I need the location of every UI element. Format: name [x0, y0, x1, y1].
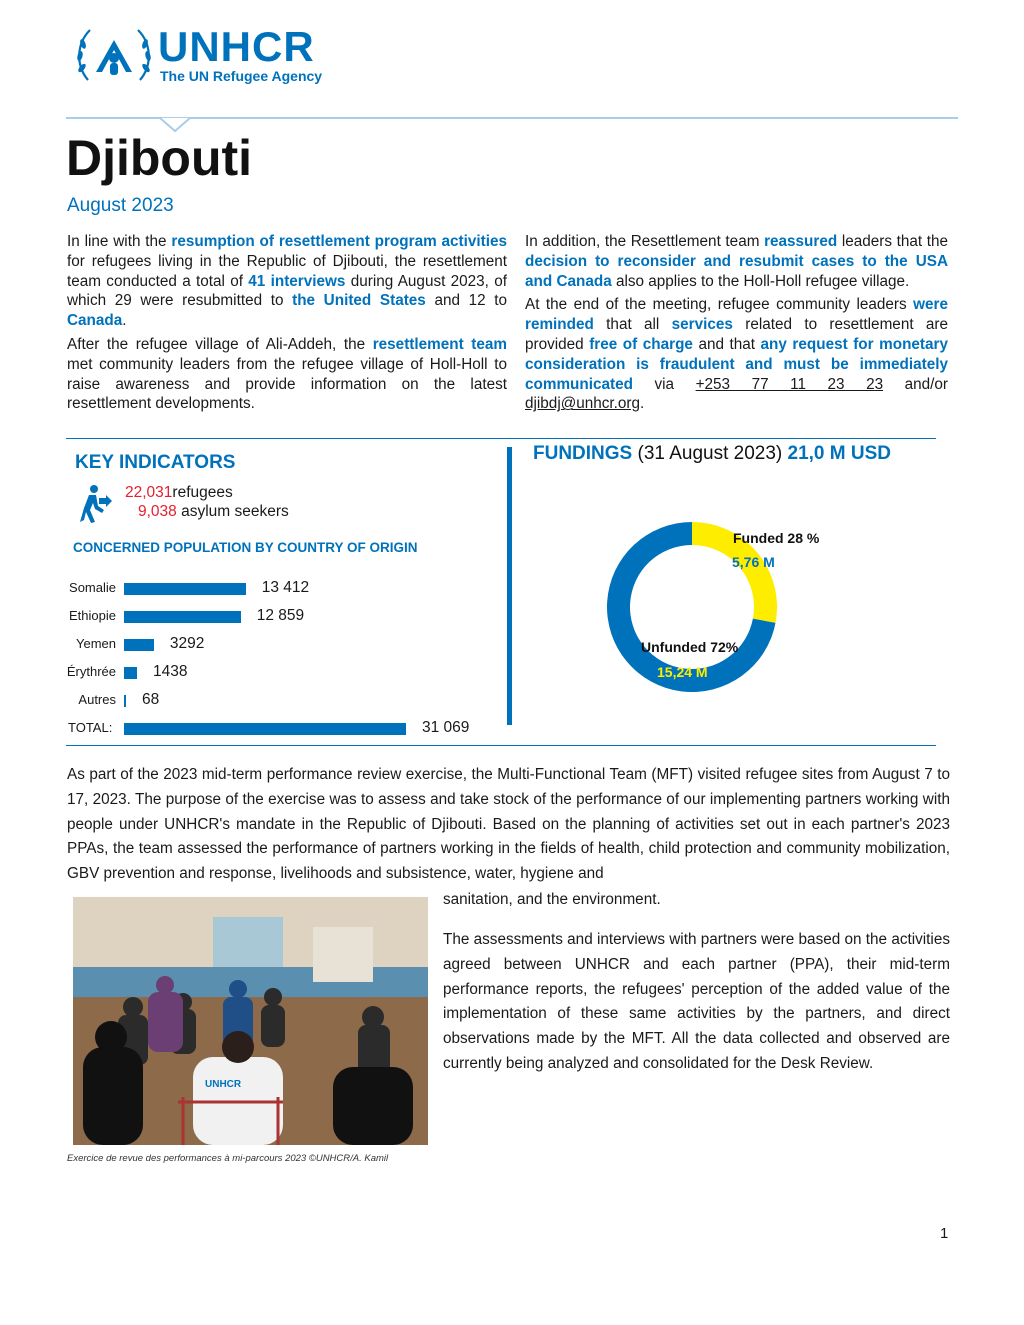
mft-review-paragraph-end: sanitation, and the environment. [443, 891, 661, 908]
body-text: met community leaders from the refugee village of Holl-Holl to raise awareness and provide information on the latest resettlement developments. [67, 355, 507, 413]
intro-column-left [67, 232, 507, 418]
body-text: related to resettlement are provided [525, 316, 949, 353]
highlight-text: 41 interviews [248, 272, 346, 290]
section-divider-top [66, 438, 936, 439]
fundings-amount: 21,0 M USD [787, 443, 891, 464]
highlight-text: the United States [292, 292, 426, 310]
highlight-text: services [671, 316, 733, 334]
bar-category-label: Yemen [76, 636, 116, 651]
concerned-population-title: CONCERNED POPULATION BY COUNTRY OF ORIGIN [73, 540, 418, 555]
bar-value-label: 12 859 [256, 607, 305, 624]
highlight-text: resettlement team [372, 335, 507, 353]
body-text: After the refugee village of Ali-Addeh, the [67, 335, 373, 353]
meeting-photo [73, 897, 428, 1145]
report-date: August 2023 [67, 195, 174, 216]
logo-subtitle: The UN Refugee Agency [160, 68, 323, 84]
body-text: also applies to the Holl-Holl refugee village. [611, 272, 910, 290]
highlight-text: any request for monetary consideration is fraudulent and must be immediately communicated [525, 335, 948, 393]
resettlement-paragraph [67, 232, 507, 331]
bar-category-label: Autres [78, 692, 116, 707]
section-divider-bottom [66, 745, 936, 746]
meeting-photo-illustration [73, 897, 428, 1145]
body-text: and that [692, 335, 761, 353]
bar-category-label: Somalie [69, 580, 116, 595]
section-vertical-divider [507, 447, 512, 725]
key-indicators-title: KEY INDICATORS [75, 452, 236, 473]
bar [124, 667, 137, 679]
body-text: and 12 to [425, 292, 507, 310]
asylum-seekers-count: 9,038 [138, 503, 177, 520]
bar [124, 723, 406, 735]
asylum-seekers-label: asylum seekers [176, 503, 289, 520]
bar [124, 639, 154, 651]
donut-label: Unfunded 72% [641, 639, 739, 655]
bar-category-label: Érythrée [66, 664, 116, 679]
bar-value-label: 13 412 [261, 579, 310, 596]
page-title: Djibouti [66, 130, 253, 186]
bar [124, 695, 126, 707]
body-text: that all [593, 316, 672, 334]
body-text: . [122, 312, 127, 330]
donut-label: Funded 28 % [733, 530, 820, 546]
population-bar-chart [62, 578, 502, 743]
body-text: At the end of the meeting, refugee community leaders [525, 296, 914, 314]
donut-label: 15,24 M [657, 664, 708, 680]
shirt-logo-text: UNHCR [205, 1079, 242, 1090]
body-text: during August 2023, of which 29 were resubmitted to [67, 272, 507, 310]
bar [124, 583, 246, 595]
mft-review-paragraph: As part of the 2023 mid-term performance review exercise, the Multi-Functional Team (MFT) visited refugee sites from August 7 to 17, 2023. The purpose of the exercise was to assess and take stock of the performance of our implementing partners working with people under UNHCR's mandate in the Republic of Djibouti. Based on the planning of activities set out in each partner's 2023 PPAs, the team assessed the performance of partners working in the fields of health, child protection and community mobilization, GBV prevention and response, livelihoods and subsistence, water, hygiene and [67, 766, 950, 883]
highlight-text: reassured [764, 233, 838, 250]
bar-value-label: 31 069 [422, 719, 470, 736]
assessment-paragraph: The assessments and interviews with partners were based on the activities agreed between UNHCR and each partner (PPA), their mid-term performance reports, the refugees' perception of the added value of the implementation of these same activities by the partners, and direct observations made by the MFT. All the data collected and observed are currently being analyzed and consolidated for the Desk Review. [443, 931, 950, 1072]
body-text: leaders that the [837, 233, 948, 250]
highlight-text: free of charge [589, 335, 693, 353]
body-text: In line with the [67, 233, 172, 250]
body-text: . [640, 395, 645, 413]
bar-value-label: 3292 [169, 635, 205, 652]
body-text: for refugees living in the Republic of Djibouti, the resettlement team conducted a total of [67, 252, 507, 290]
community-leaders-paragraph [67, 335, 507, 414]
refugees-count: 22,031 [125, 484, 173, 501]
bar-value-label: 68 [142, 691, 160, 708]
intro-column-right [525, 232, 948, 418]
fundings-date: (31 August 2023) [632, 443, 788, 464]
fundings-label: FUNDINGS [533, 443, 633, 464]
contact-link[interactable]: +253 77 11 23 23 [695, 375, 884, 393]
highlight-text: Canada [67, 312, 123, 330]
funding-donut-chart [605, 520, 845, 700]
header-divider [66, 117, 958, 119]
refugee-walking-icon [72, 484, 116, 524]
refugees-indicator [125, 483, 233, 502]
bar-category-label: Ethiopie [69, 608, 116, 623]
body-text: and/or [883, 375, 948, 393]
body-text: via [632, 375, 696, 393]
highlight-text: resumption of resettlement program activities [171, 233, 507, 250]
page-number: 1 [940, 1225, 949, 1242]
fundings-title [533, 443, 891, 465]
refugees-label: refugees [172, 484, 233, 501]
asylum-seekers-indicator [138, 502, 289, 521]
bar-category-label: TOTAL: [68, 720, 113, 735]
logo-text: UNHCR [158, 23, 315, 70]
donut-label: 5,76 M [732, 554, 775, 570]
laurel-emblem-icon [74, 22, 154, 90]
highlight-text: were reminded [525, 296, 948, 334]
fraud-warning-paragraph [525, 295, 948, 414]
reassurance-paragraph [525, 232, 948, 291]
highlight-text: decision to reconsider and resubmit cases to the USA and Canada [525, 252, 948, 290]
contact-link[interactable]: djibdj@unhcr.org [525, 395, 641, 413]
body-text: In addition, the Resettlement team [525, 233, 765, 250]
bar [124, 611, 241, 623]
photo-caption: Exercice de revue des performances à mi-parcours 2023 ©UNHCR/A. Kamil [67, 1153, 389, 1164]
bar-value-label: 1438 [153, 663, 188, 680]
